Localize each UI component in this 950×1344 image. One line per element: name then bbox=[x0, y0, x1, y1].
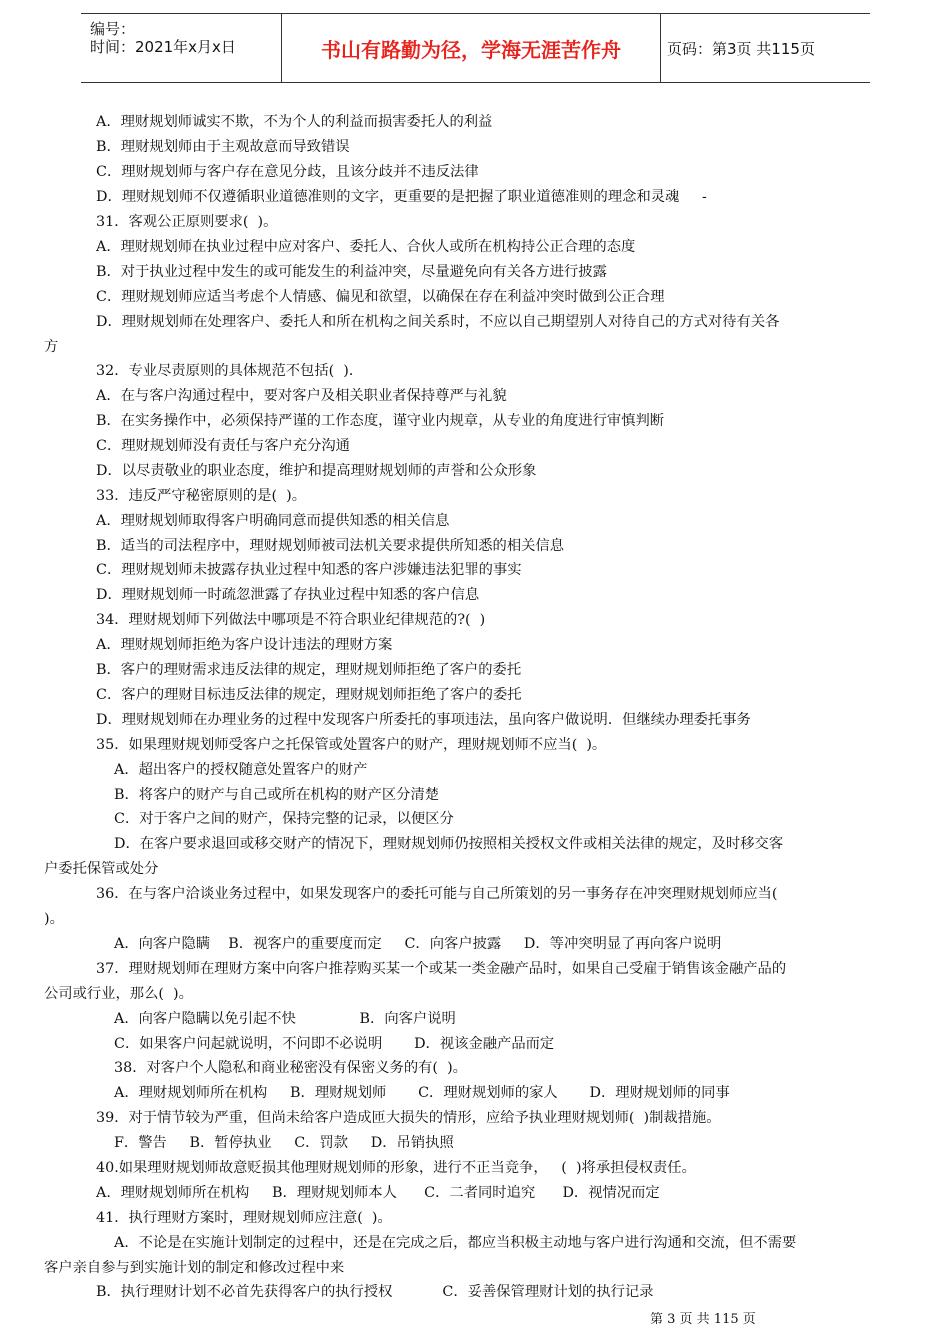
text-line: F．警告 B．暂停执业 C．罚款 D．吊销执照 bbox=[114, 1135, 454, 1151]
question-line: 31．客观公正原则要求( )。 bbox=[96, 214, 278, 230]
text-line: A．理财规划师在执业过程中应对客户、委托人、合伙人或所在机构持公正合理的态度 bbox=[96, 239, 636, 255]
text-line: 户委托保管或处分 bbox=[44, 861, 159, 877]
text-line: D．理财规划师一时疏忽泄露了存执业过程中知悉的客户信息 bbox=[96, 587, 480, 603]
header-motto: 书山有路勤为径，学海无涯苦作舟 bbox=[281, 14, 661, 82]
text-line: B．适当的司法程序中，理财规划师被司法机关要求提供所知悉的相关信息 bbox=[96, 538, 565, 554]
question-line: 35．如果理财规划师受客户之托保管或处置客户的财产，理财规划师不应当( )。 bbox=[96, 737, 607, 753]
text-line: )。 bbox=[44, 911, 64, 927]
text-line: A．超出客户的授权随意处置客户的财产 bbox=[114, 762, 368, 778]
question-line: 37．理财规划师在理财方案中向客户推荐购买某一个或某一类金融产品时，如果自己受雇于销售该金融产品的 bbox=[96, 961, 787, 977]
text-line: C．理财规划师应适当考虑个人情感、偏见和欲望，以确保在存在利益冲突时做到公正合理 bbox=[96, 289, 665, 305]
header-left-cell bbox=[81, 14, 281, 82]
text-line: A．理财规划师所在机构 B．理财规划师 C．理财规划师的家人 D．理财规划师的同事 bbox=[114, 1085, 730, 1101]
text-line: B．执行理财计划不必首先获得客户的执行授权 C．妥善保管理财计划的执行记录 bbox=[96, 1284, 654, 1300]
text-line: C．如果客户问起就说明，不问即不必说明 D．视该金融产品而定 bbox=[114, 1036, 555, 1052]
question-line: 36．在与客户洽谈业务过程中，如果发现客户的委托可能与自己所策划的另一事务存在冲突理财规划师应当( bbox=[96, 886, 778, 902]
text-line: D．在客户要求退回或移交财产的情况下，理财规划师仍按照相关授权文件或相关法律的规定，及时移交客 bbox=[114, 836, 784, 852]
text-line: 方 bbox=[44, 339, 59, 355]
question-line: 33．违反严守秘密原则的是( )。 bbox=[96, 488, 306, 504]
text-line: A．理财规划师取得客户明确同意而提供知悉的相关信息 bbox=[96, 513, 450, 529]
header-page-info: 页码：第3页 共115页 bbox=[667, 39, 815, 58]
question-line: 41．执行理财方案时，理财规划师应注意( )。 bbox=[96, 1210, 392, 1226]
text-line: 公司或行业，那么( )。 bbox=[44, 986, 193, 1002]
question-line: 32．专业尽责原则的具体规范不包括( )． bbox=[96, 363, 364, 379]
question-line: 38．对客户个人隐私和商业秘密没有保密义务的有( )。 bbox=[114, 1060, 467, 1076]
text-line: C．对于客户之间的财产，保持完整的记录，以便区分 bbox=[114, 811, 454, 827]
page-header bbox=[81, 13, 870, 83]
text-line: C．理财规划师未披露存执业过程中知悉的客户涉嫌违法犯罪的事实 bbox=[96, 562, 522, 578]
text-line: A．理财规划师诚实不欺，不为个人的利益而损害委托人的利益 bbox=[96, 114, 493, 130]
text-line: C．客户的理财目标违反法律的规定，理财规划师拒绝了客户的委托 bbox=[96, 687, 522, 703]
question-line: 40.如果理财规划师故意贬损其他理财规划师的形象，进行不正当竞争， ( )将承担侵权责任。 bbox=[96, 1160, 696, 1176]
text-line: A．理财规划师拒绝为客户设计违法的理财方案 bbox=[96, 637, 393, 653]
text-line: D．以尽责敬业的职业态度，维护和提高理财规划师的声誉和公众形象 bbox=[96, 463, 537, 479]
text-line: A．在与客户沟通过程中，要对客户及相关职业者保持尊严与礼貌 bbox=[96, 388, 507, 404]
text-line: B．在实务操作中，必须保持严谨的工作态度，谨守业内规章，从专业的角度进行审慎判断 bbox=[96, 413, 665, 429]
text-line: D．理财规划师不仅遵循职业道德准则的文字，更重要的是把握了职业道德准则的理念和灵魂 - bbox=[96, 189, 707, 205]
text-line: B．对于执业过程中发生的或可能发生的利益冲突，尽量避免向有关各方进行披露 bbox=[96, 264, 607, 280]
doc-time-label: 时间：2021年x月x日 bbox=[90, 38, 236, 56]
text-line: C．理财规划师与客户存在意见分歧，且该分歧并不违反法律 bbox=[96, 164, 479, 180]
text-line: B．将客户的财产与自己或所在机构的财产区分清楚 bbox=[114, 787, 440, 803]
text-line: A．向客户隐瞒以免引起不快 B．向客户说明 bbox=[114, 1011, 456, 1027]
text-line: 客户亲自参与到实施计划的制定和修改过程中来 bbox=[44, 1260, 345, 1276]
text-line: A．理财规划师所在机构 B．理财规划师本人 C．二者同时追究 D．视情况而定 bbox=[96, 1185, 660, 1201]
text-line: B．客户的理财需求违反法律的规定，理财规划师拒绝了客户的委托 bbox=[96, 662, 522, 678]
text-line: B．理财规划师由于主观故意而导致错误 bbox=[96, 139, 350, 155]
text-line: C．理财规划师没有责任与客户充分沟通 bbox=[96, 438, 350, 454]
question-line: 39．对于情节较为严重，但尚未给客户造成匝大损失的情形，应给予执业理财规划师( )制裁措施。 bbox=[96, 1110, 721, 1126]
doc-number-label: 编号： bbox=[90, 20, 136, 38]
text-line: A．向客户隐瞒 B．视客户的重要度而定 C．向客户披露 D．等冲突明显了再向客户说明 bbox=[114, 936, 722, 952]
question-line: 34．理财规划师下列做法中哪项是不符合职业纪律规范的?( ) bbox=[96, 612, 486, 628]
page-footer: 第 3 页 共 115 页 bbox=[650, 1312, 756, 1327]
text-line: A．不论是在实施计划制定的过程中，还是在完成之后，都应当积极主动地与客户进行沟通和交流，但不需要 bbox=[114, 1235, 797, 1251]
text-line: D．理财规划师在处理客户、委托人和所在机构之间关系时，不应以自己期望别人对待自己的方式对待有关各 bbox=[96, 314, 780, 330]
text-line: D．理财规划师在办理业务的过程中发现客户所委托的事项违法，虽向客户做说明．但继续办理委托事务 bbox=[96, 712, 751, 728]
